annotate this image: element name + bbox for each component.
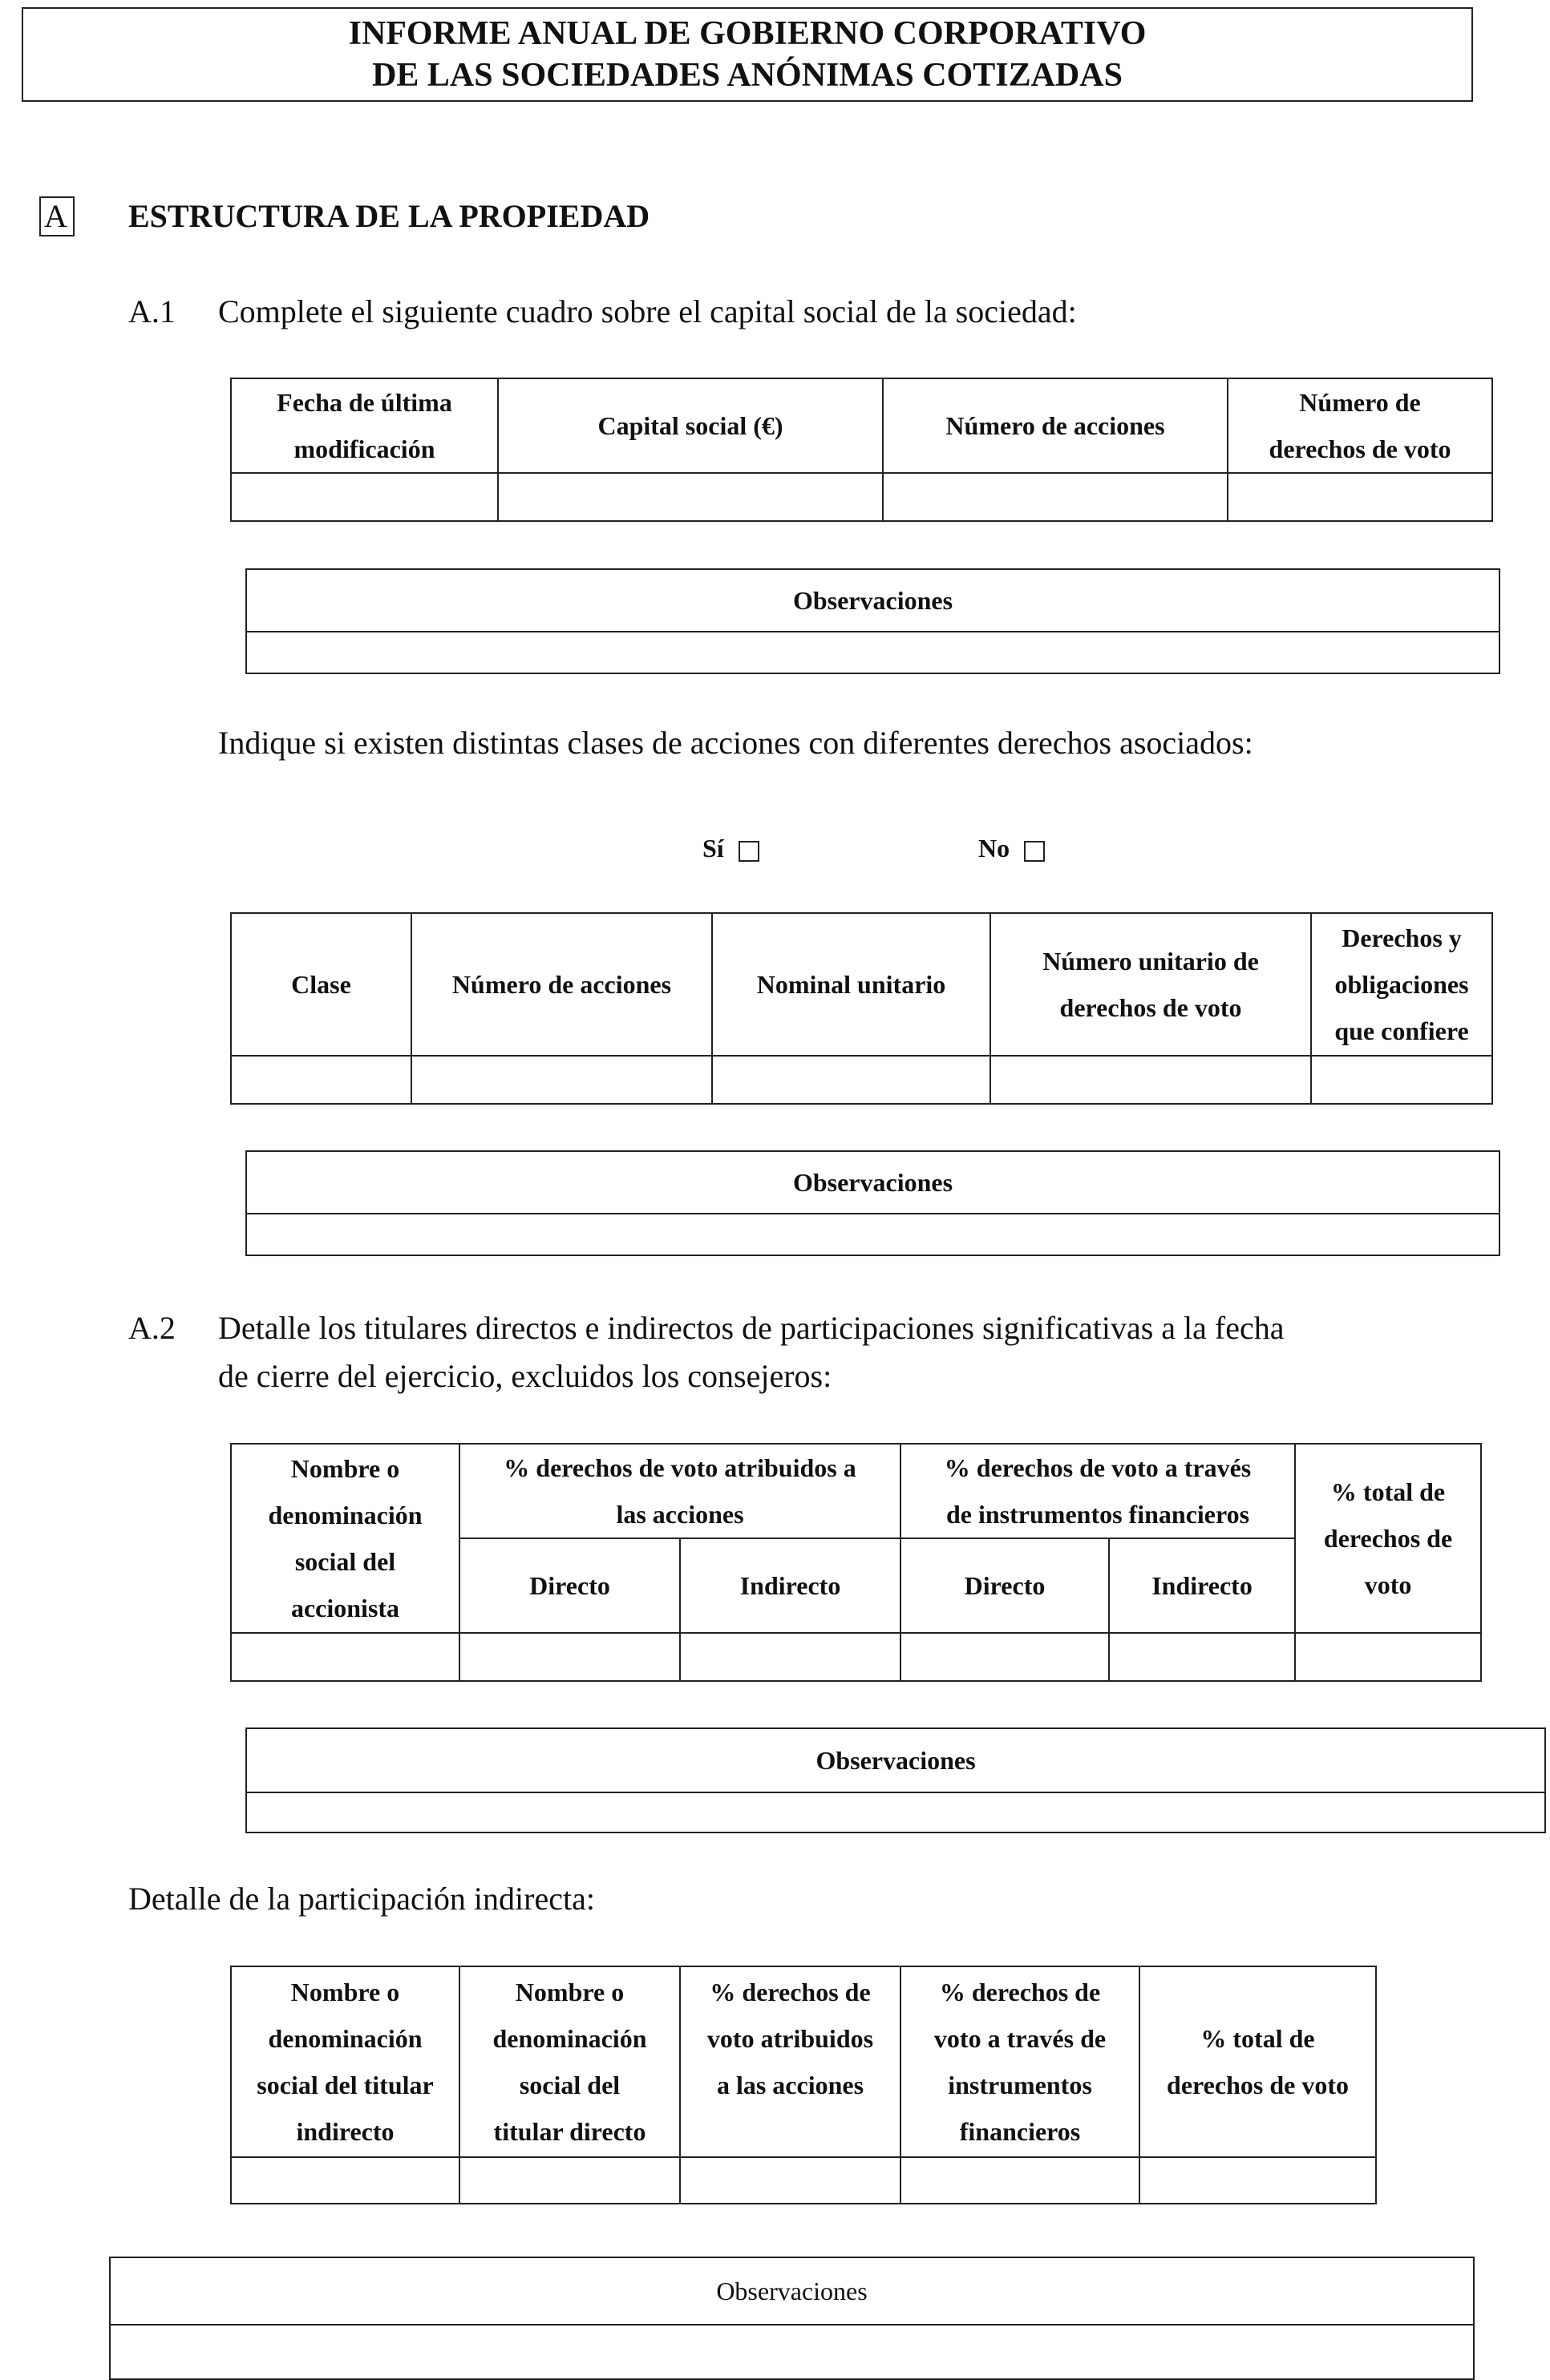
- option-si: [702, 832, 759, 864]
- column-header-numero-acciones: Número de acciones: [883, 378, 1228, 473]
- option-no: [978, 832, 1045, 864]
- column-header-titular-directo: Nombre o denominación social del titular directo: [459, 1966, 680, 2157]
- table-header-row: [231, 1966, 1376, 2157]
- column-header-derechos-acciones: % derechos de voto atribuidos a las acciones: [680, 1966, 900, 2157]
- classes-table: [230, 912, 1493, 1105]
- report-title-box: [22, 7, 1473, 102]
- observaciones-table-2: [245, 1150, 1500, 1256]
- table-row: [231, 1633, 1481, 1681]
- column-header-nominal-unitario: Nominal unitario: [712, 913, 990, 1056]
- table-row: [231, 1056, 1492, 1104]
- observaciones-table-4: [109, 2257, 1475, 2380]
- table-cell[interactable]: [900, 1633, 1109, 1681]
- column-header-capital-social: Capital social (€): [498, 378, 883, 473]
- table-cell[interactable]: [990, 1056, 1311, 1104]
- column-header-total-derechos: % total de derechos de voto: [1139, 1966, 1376, 2157]
- checkbox-si[interactable]: [739, 841, 759, 862]
- option-si-label: Sí: [702, 834, 724, 863]
- column-header-numero-acciones: Número de acciones: [411, 913, 712, 1056]
- classes-question-text: Indique si existen distintas clases de acciones con diferentes derechos asociados:: [218, 725, 1253, 761]
- indirect-participation-table: [230, 1966, 1377, 2204]
- table-header-row: [231, 913, 1492, 1056]
- observaciones-label: Observaciones: [246, 569, 1499, 632]
- column-header-indirecto: Indirecto: [680, 1538, 900, 1633]
- table-cell[interactable]: [411, 1056, 712, 1104]
- capital-social-table: [230, 378, 1493, 522]
- table-cell[interactable]: [231, 1633, 459, 1681]
- observaciones-table-3: [245, 1727, 1546, 1833]
- table-cell[interactable]: [459, 1633, 680, 1681]
- column-header-numero-unitario-derechos: Número unitario de derechos de voto: [990, 913, 1311, 1056]
- observaciones-field[interactable]: [110, 2325, 1474, 2379]
- table-cell[interactable]: [498, 473, 883, 521]
- observaciones-field[interactable]: [246, 1214, 1499, 1255]
- table-cell[interactable]: [680, 2157, 900, 2204]
- table-cell[interactable]: [1109, 1633, 1295, 1681]
- column-header-derechos-obligaciones: Derechos y obligaciones que confiere: [1311, 913, 1492, 1056]
- section-letter: A: [39, 196, 75, 236]
- question-number-a1: A.1: [128, 293, 176, 329]
- holders-table: [230, 1443, 1482, 1682]
- table-cell[interactable]: [900, 2157, 1139, 2204]
- table-cell[interactable]: [1295, 1633, 1481, 1681]
- column-header-directo: Directo: [459, 1538, 680, 1633]
- report-title-line-2: DE LAS SOCIEDADES ANÓNIMAS COTIZADAS: [372, 57, 1123, 94]
- checkbox-no[interactable]: [1024, 841, 1045, 862]
- table-cell[interactable]: [1139, 2157, 1376, 2204]
- table-cell[interactable]: [1311, 1056, 1492, 1104]
- column-group-derechos-instrumentos: % derechos de voto a través de instrumentos financieros: [900, 1444, 1295, 1538]
- question-a1-text: Complete el siguiente cuadro sobre el capital social de la sociedad:: [218, 293, 1077, 329]
- observaciones-label: Observaciones: [110, 2257, 1474, 2325]
- observaciones-label: Observaciones: [246, 1728, 1545, 1792]
- report-title-line-1: INFORME ANUAL DE GOBIERNO CORPORATIVO: [348, 15, 1147, 52]
- observaciones-label: Observaciones: [246, 1151, 1499, 1214]
- observaciones-field[interactable]: [246, 632, 1499, 673]
- table-header-row: [231, 378, 1492, 473]
- table-cell[interactable]: [680, 1633, 900, 1681]
- column-header-nombre-accionista: Nombre o denominación social del accionista: [231, 1444, 459, 1633]
- observaciones-table-1: [245, 568, 1500, 674]
- column-header-derechos-voto: Número de derechos de voto: [1228, 378, 1492, 473]
- column-header-clase: Clase: [231, 913, 411, 1056]
- table-header-row: [231, 1444, 1481, 1538]
- column-header-fecha: Fecha de última modificación: [231, 378, 498, 473]
- column-header-derechos-instrumentos: % derechos de voto a través de instrumentos financieros: [900, 1966, 1139, 2157]
- column-header-titular-indirecto: Nombre o denominación social del titular indirecto: [231, 1966, 459, 2157]
- question-a2-line-1: Detalle los titulares directos e indirectos de participaciones significativas a la fecha: [218, 1310, 1285, 1346]
- observaciones-field[interactable]: [246, 1792, 1545, 1832]
- table-cell[interactable]: [231, 473, 498, 521]
- column-header-total-derechos: % total de derechos de voto: [1295, 1444, 1481, 1633]
- column-header-indirecto: Indirecto: [1109, 1538, 1295, 1633]
- table-cell[interactable]: [712, 1056, 990, 1104]
- column-group-derechos-acciones: % derechos de voto atribuidos a las acciones: [459, 1444, 900, 1538]
- section-title: ESTRUCTURA DE LA PROPIEDAD: [128, 198, 650, 234]
- table-cell[interactable]: [1228, 473, 1492, 521]
- question-a2-line-2: de cierre del ejercicio, excluidos los consejeros:: [218, 1358, 832, 1394]
- table-cell[interactable]: [459, 2157, 680, 2204]
- table-row: [231, 473, 1492, 521]
- table-cell[interactable]: [883, 473, 1228, 521]
- option-no-label: No: [978, 834, 1010, 863]
- table-cell[interactable]: [231, 2157, 459, 2204]
- question-number-a2: A.2: [128, 1310, 176, 1346]
- table-cell[interactable]: [231, 1056, 411, 1104]
- table-row: [231, 2157, 1376, 2204]
- column-header-directo: Directo: [900, 1538, 1109, 1633]
- indirect-heading: Detalle de la participación indirecta:: [128, 1881, 595, 1917]
